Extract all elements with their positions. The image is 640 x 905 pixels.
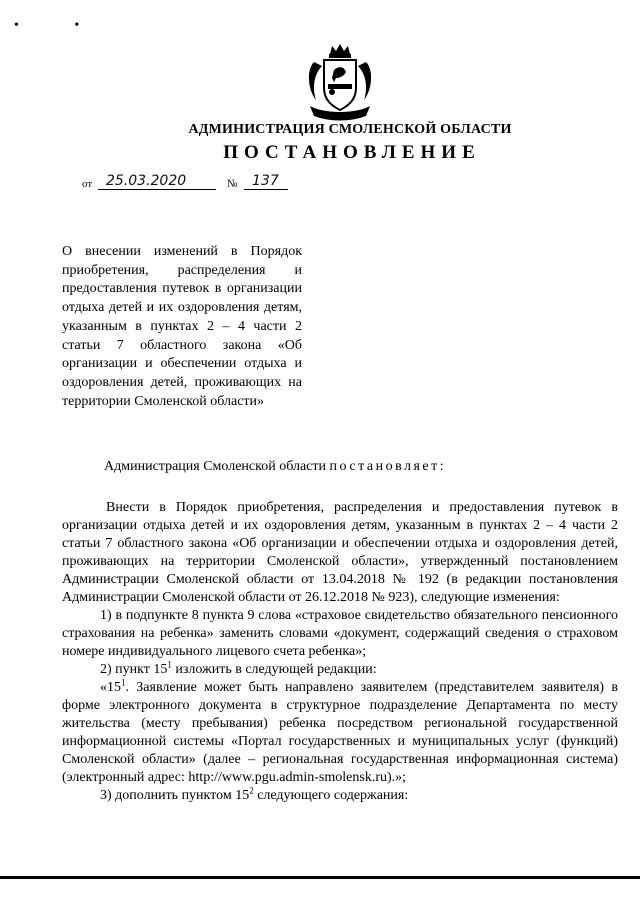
body-paragraph-5 — [62, 787, 618, 805]
p3-text-b: изложить в следующей редакции: — [171, 662, 377, 677]
intro-verb: постановляет: — [329, 459, 447, 474]
body-paragraph-1: Внести в Порядок приобретения, распределения и предоставления путевок в организации отдыха детей и их оздоровления детям, указанным в пунктах 2 – 4 части 2 статьи 7 областного закона «Об организации и обеспечении отдыха и оздоровления детей, проживающих на территории Смоленской области», утвержденный постановлением Администрации Смоленской области от 13.04.2018 № 192 (в редакции постановления Администрации Смоленской области от 26.12.2018 № 923), следующие изменения: — [62, 500, 618, 605]
number-underline — [244, 189, 288, 190]
scan-marks: • • — [14, 18, 106, 33]
p3-superscript: 1 — [167, 659, 172, 670]
resolution-intro — [104, 459, 446, 475]
p4-text-b: . Заявление может быть направлено заявителем (представителем заявителя) в форме электронного документа в структурное подразделение Департамента по месту жительства (месту пребывания) ребенка посредством региональной государственной информационной системы «Портал государственных и муниципальных услуг (функций) Смоленской области» (далее – региональная государственная информационная система) (электронный адрес: http://www.pgu.admin-smolensk.ru).»; — [62, 680, 618, 785]
p3-text-a: 2) пункт 15 — [100, 662, 168, 677]
body-paragraph-3 — [62, 661, 618, 679]
p5-text-a: 3) дополнить пунктом 15 — [100, 788, 250, 803]
intro-lead: Администрация Смоленской области — [104, 459, 330, 474]
organization-name: АДМИНИСТРАЦИЯ СМОЛЕНСКОЙ ОБЛАСТИ — [188, 122, 512, 137]
p5-superscript: 2 — [249, 785, 254, 796]
p4-superscript: 1 — [121, 677, 126, 688]
coat-of-arms-emblem — [300, 40, 380, 122]
date-number-line — [82, 172, 382, 192]
date-label: от — [82, 178, 93, 190]
number-label: № — [227, 178, 238, 190]
body-paragraph-2: 1) в подпункте 8 пункта 9 слова «страховое свидетельство обязательного пенсионного страхования на ребенка» заменить словами «документ, содержащий сведения о страховом номере индивидуального лицевого счета ребенка»; — [62, 608, 618, 659]
p5-text-b: следующего содержания: — [253, 788, 409, 803]
document-subject: О внесении изменений в Порядок приобретения, распределения и предоставления путевок в организации отдыха детей и их оздоровления детям, указанным в пунктах 2 – 4 части 2 статьи 7 областного закона «Об организации и обеспечении отдыха и оздоровления детей, проживающих на территории Смоленской области» — [62, 244, 302, 409]
p4-text-a: «15 — [100, 680, 121, 695]
number-handwritten: 137 — [252, 173, 279, 189]
page-bottom-rule — [0, 876, 640, 879]
body-paragraph-4 — [62, 679, 618, 787]
document-body — [62, 499, 618, 805]
date-handwritten: 25.03.2020 — [106, 173, 187, 189]
date-underline — [98, 189, 216, 190]
document-type-title: ПОСТАНОВЛЕНИЕ — [223, 142, 481, 163]
